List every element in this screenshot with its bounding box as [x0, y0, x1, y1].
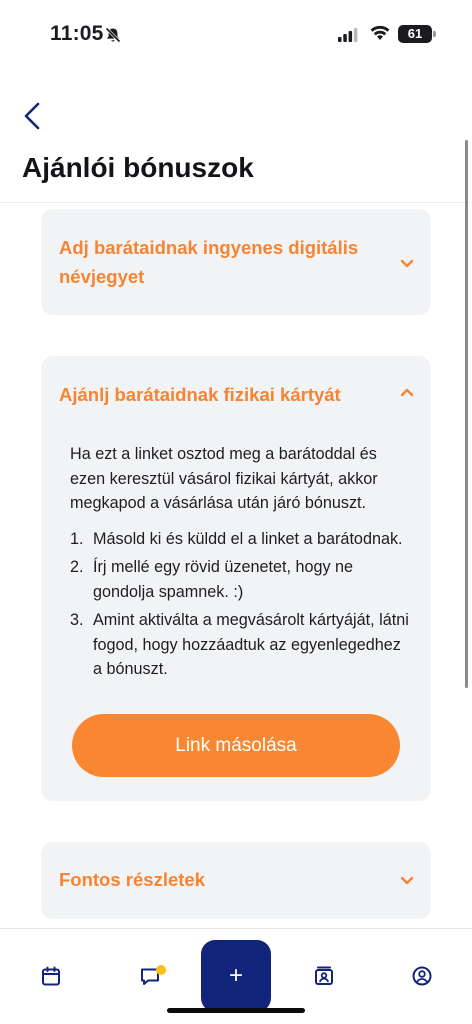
- steps-list: [70, 527, 410, 682]
- accordion-digital-card[interactable]: [41, 209, 431, 315]
- step-text: Amint aktiválta a megvásárolt kártyáját, látni fogod, hogy hozzáadtuk az egyenlegedhez a bónuszt.: [93, 611, 409, 678]
- page-title: Ajánlói bónuszok: [22, 152, 254, 183]
- step-number: 1.: [70, 529, 84, 548]
- list-item: [70, 527, 410, 552]
- chevron-up-icon[interactable]: [399, 386, 415, 398]
- chevron-left-icon[interactable]: [18, 100, 48, 132]
- signal-icon: [338, 28, 358, 42]
- step-text: Másold ki és küldd el a linket a barátodnak.: [93, 529, 403, 548]
- accordion-important-details[interactable]: [41, 842, 431, 919]
- contact-card-icon[interactable]: [313, 965, 335, 987]
- bell-off-icon: [104, 26, 122, 44]
- battery-level: 61: [407, 26, 423, 41]
- chevron-down-icon[interactable]: [399, 258, 415, 270]
- accordion-title: Adj barátaidnak ingyenes digitális névjegyet: [59, 237, 359, 287]
- chevron-down-icon[interactable]: [399, 875, 415, 887]
- accordion-body: [70, 442, 410, 686]
- step-text: Írj mellé egy rövid üzenetet, hogy ne gondolja spamnek. :): [93, 558, 354, 601]
- step-number: 3.: [70, 611, 84, 629]
- add-button[interactable]: +: [201, 940, 271, 1012]
- accordion-title: Ajánlj barátaidnak fizikai kártyát: [59, 384, 341, 405]
- accordion-physical-card[interactable]: [41, 356, 431, 801]
- list-item: [70, 555, 410, 604]
- status-time: 11:05: [50, 22, 104, 45]
- home-indicator: [167, 1008, 305, 1013]
- content-scroll[interactable]: [0, 202, 472, 928]
- profile-icon[interactable]: [411, 965, 433, 987]
- calendar-icon[interactable]: [40, 965, 62, 987]
- battery-tail: [433, 31, 436, 37]
- status-bar: [0, 0, 472, 70]
- list-item: [70, 608, 410, 682]
- copy-link-button[interactable]: Link másolása: [72, 714, 400, 777]
- wifi-icon: [370, 25, 390, 41]
- notification-dot: [156, 965, 166, 975]
- step-number: 2.: [70, 558, 84, 576]
- description-text: Ha ezt a linket osztod meg a barátoddal és ezen keresztül vásárol fizikai kártyát, akkor megkapod a vásárlása után járó bónuszt.: [70, 445, 378, 512]
- accordion-title: Fontos részletek: [59, 869, 205, 890]
- scrollbar[interactable]: [465, 140, 468, 688]
